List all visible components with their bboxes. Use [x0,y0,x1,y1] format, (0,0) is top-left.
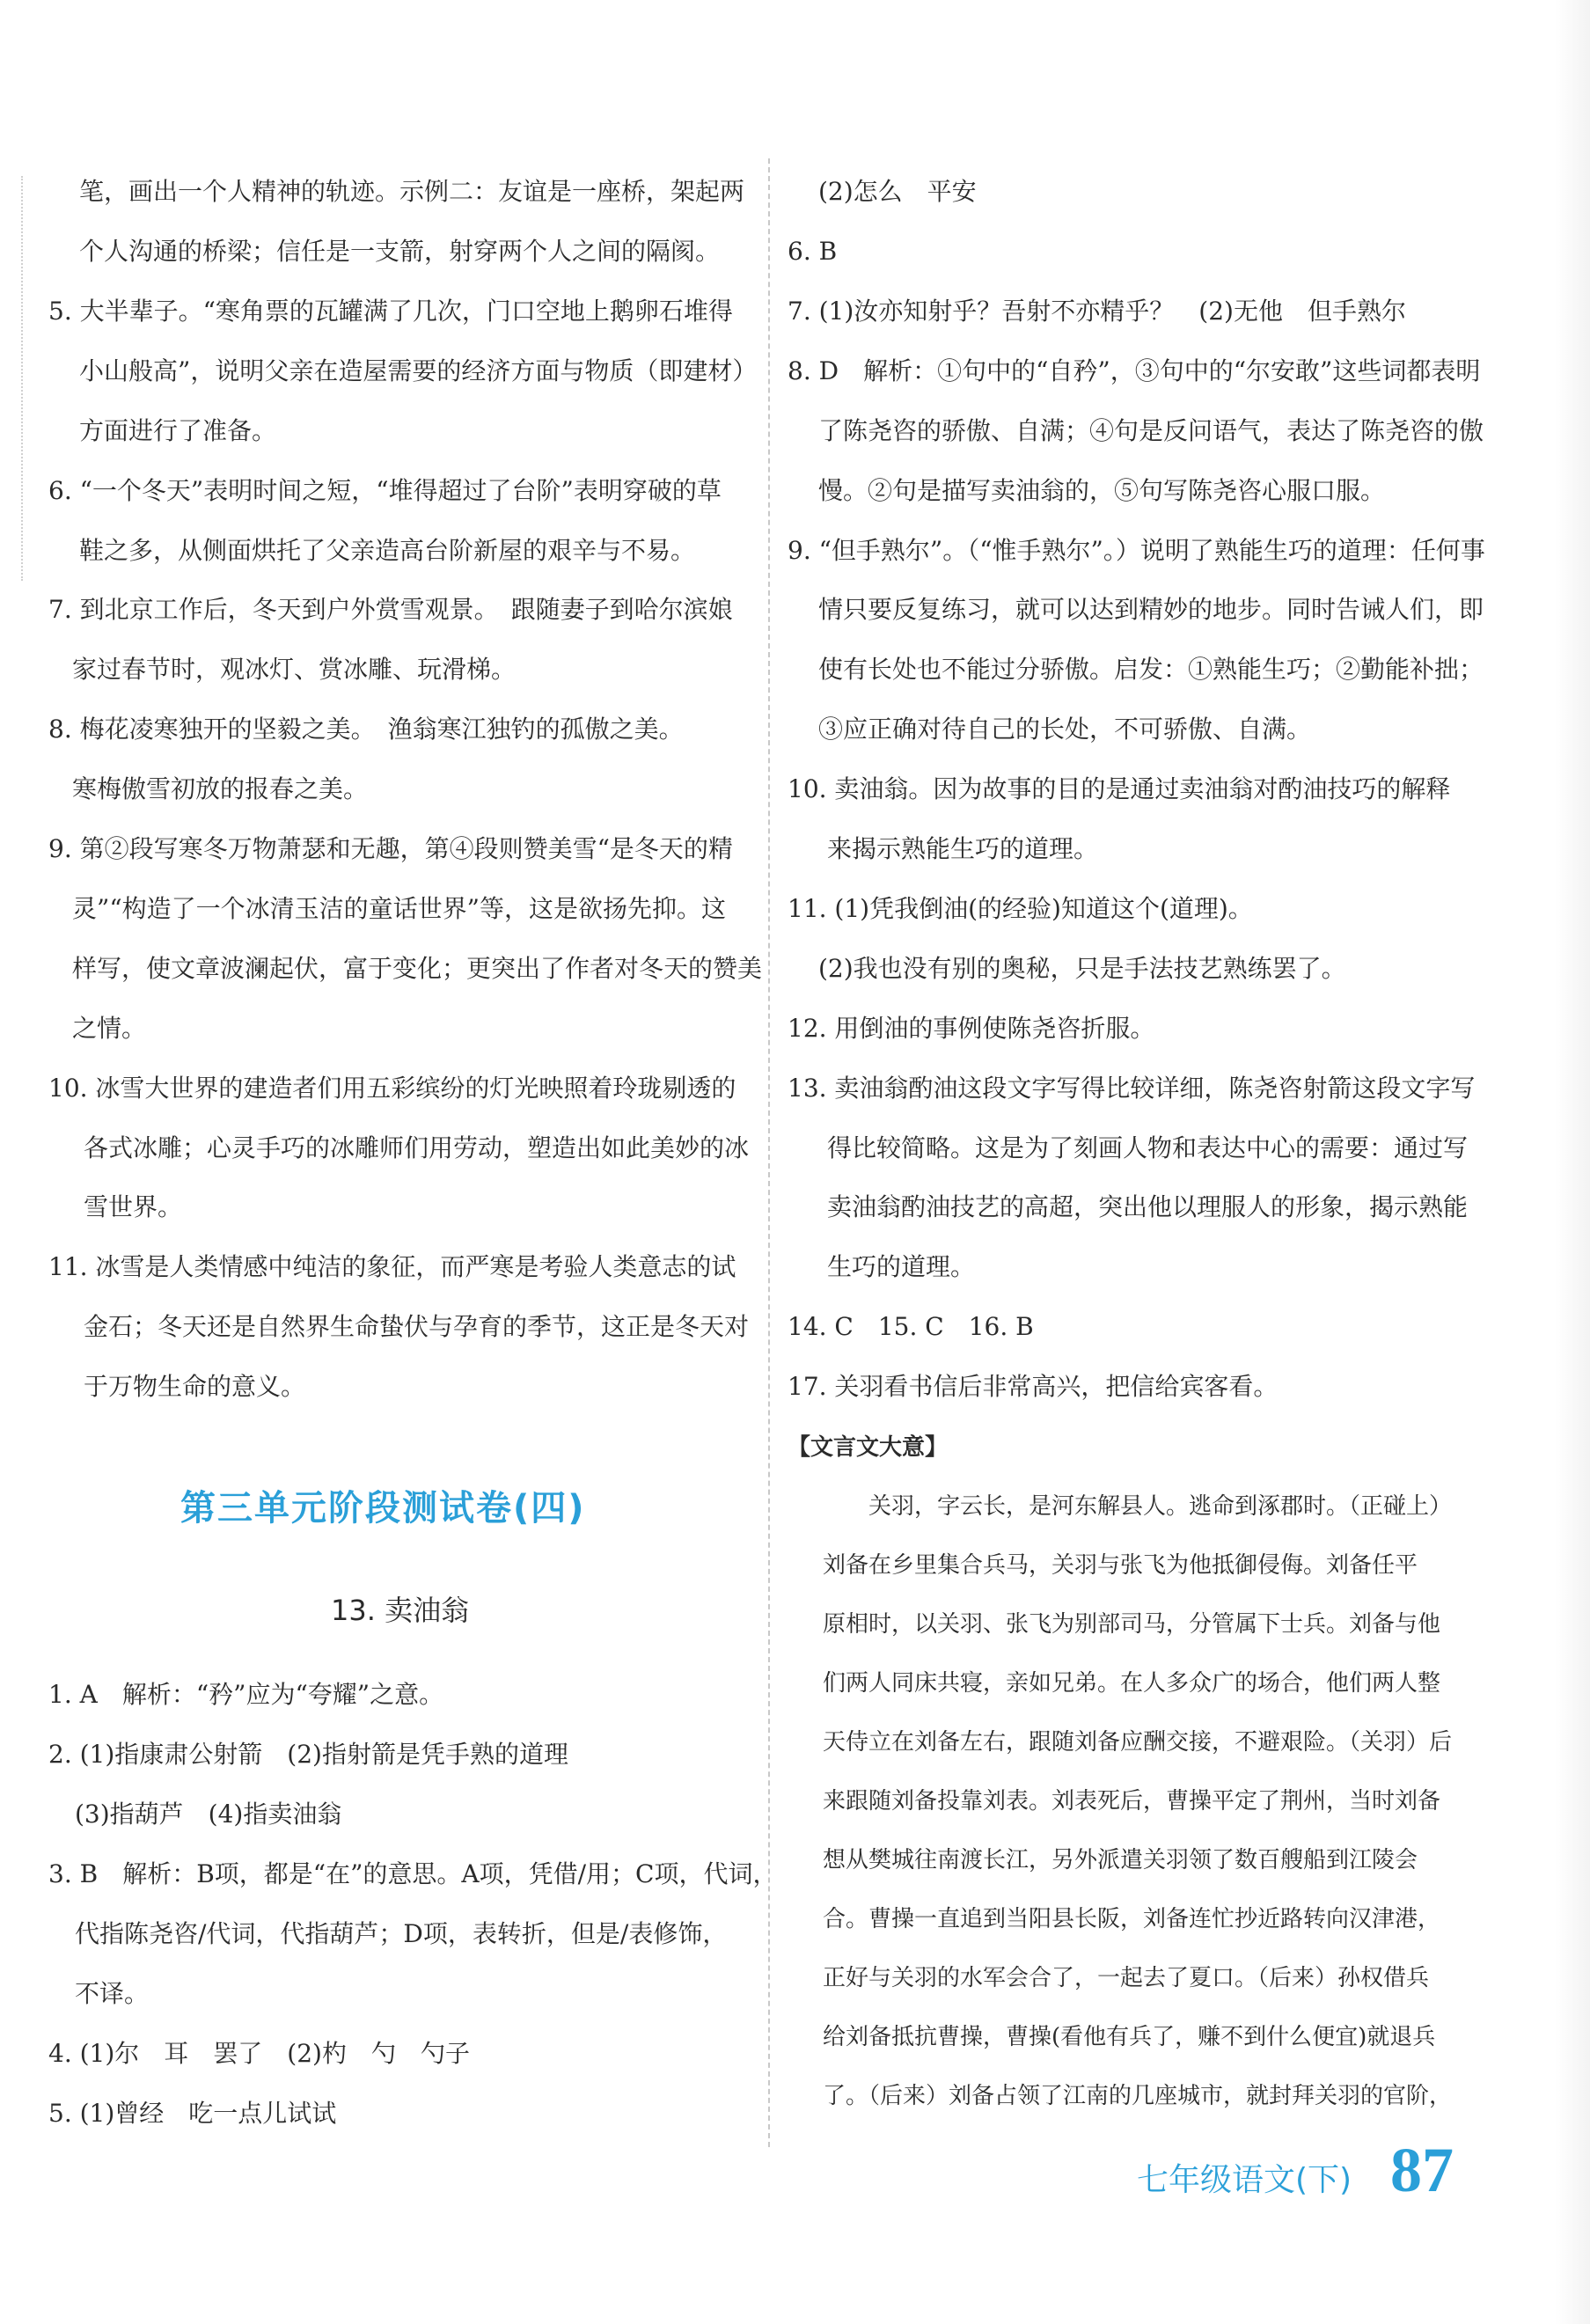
text-line: 个人沟通的桥梁；信任是一支箭，射穿两个人之间的隔阂。 [79,237,721,266]
text-line: 9. “但手熟尔”。（“惟手熟尔”。）说明了熟能生巧的道理：任何事 [788,536,1485,565]
column-divider [768,158,770,2147]
translation-line: 天侍立在刘备左右，跟随刘备应酬交接，不避艰险。（关羽）后 [823,1729,1453,1756]
text-line: 13. 卖油翁酌油这段文字写得比较详细，陈尧咨射箭这段文字写 [788,1074,1476,1103]
text-line: 样写，使文章波澜起伏，富于变化；更突出了作者对冬天的赞美 [72,954,763,983]
answer-line: 2. (1)指康肃公射箭 (2)指射箭是凭手熟的道理 [48,1740,568,1769]
answer-line: 代指陈尧咨/代词，代指葫芦；D项，表转折，但是/表修饰， [75,1919,728,1948]
text-line: (2)我也没有别的奥秘，只是手法技艺熟练罢了。 [818,954,1346,983]
text-line: 生巧的道理。 [827,1252,976,1281]
page-edge-shadow [1555,0,1590,2324]
text-line: 各式冰雕；心灵手巧的冰雕师们用劳动，塑造出如此美妙的冰 [84,1133,750,1162]
text-line: 寒梅傲雪初放的报春之美。 [72,774,369,803]
answer-line: 5. (1)曾经 吃一点儿试试 [48,2099,337,2128]
text-line: 小山般高”，说明父亲在造屋需要的经济方面与物质（即建材） [79,356,758,385]
text-line: 12. 用倒油的事例使陈尧咨折服。 [788,1014,1155,1043]
text-line: 14. C 15. C 16. B [788,1312,1034,1341]
text-line: 了陈尧咨的骄傲、自满；④句是反问语气，表达了陈尧咨的傲 [818,416,1484,445]
translation-line: 给刘备抵抗曹操，曹操(看他有兵了，赚不到什么便宜)就退兵 [823,2024,1436,2050]
text-line: 之情。 [72,1014,147,1043]
text-line: 得比较简略。这是为了刻画人物和表达中心的需要：通过写 [827,1133,1469,1162]
translation-line: 刘备在乡里集合兵马，关羽与张飞为他抵御侵侮。刘备任平 [823,1552,1418,1579]
text-line: 10. 卖油翁。因为故事的目的是通过卖油翁对酌油技巧的解释 [788,774,1451,803]
answer-line: 4. (1)尔 耳 罢了 (2)杓 勺 勺子 [48,2039,470,2068]
section-title: 第三单元阶段测试卷(四) [180,1488,586,1529]
book-label: 七年级语文(下) [1137,2162,1352,2198]
text-line: 使有长处也不能过分骄傲。启发：①熟能生巧；②勤能补拙； [818,655,1484,684]
text-line: 于万物生命的意义。 [84,1372,306,1401]
text-line: 方面进行了准备。 [79,416,277,445]
answer-line: 1. A 解析：“矜”应为“夸耀”之意。 [48,1680,444,1709]
text-line: 8. 梅花凌寒独开的坚毅之美。 渔翁寒江独钓的孤傲之美。 [48,715,684,744]
text-line: 笔，画出一个人精神的轨迹。示例二：友谊是一座桥，架起两 [79,177,745,206]
translation-line: 关羽，字云长，是河东解县人。逃命到涿郡时。（正碰上） [823,1493,1453,1520]
text-line: 卖油翁酌油技艺的高超，突出他以理服人的形象，揭示熟能 [827,1192,1469,1221]
text-line: (2)怎么 平安 [818,177,977,206]
translation-line: 们两人同床共寝，亲如兄弟。在人多众广的场合，他们两人整 [823,1670,1441,1697]
text-line: 家过春节时，观冰灯、赏冰雕、玩滑梯。 [72,655,517,684]
margin-dotted-line [21,176,23,581]
translation-line: 想从樊城往南渡长江，另外派遣关羽领了数百艘船到江陵会 [823,1847,1418,1873]
answer-line: (3)指葫芦 (4)指卖油翁 [75,1800,342,1829]
translation-line: 来跟随刘备投靠刘表。刘表死后，曹操平定了荆州，当时刘备 [823,1788,1441,1814]
text-line: 情只要反复练习，就可以达到精妙的地步。同时告诫人们，即 [818,595,1484,624]
text-line: 10. 冰雪大世界的建造者们用五彩缤纷的灯光映照着玲珑剔透的 [48,1074,736,1103]
text-line: 9. 第②段写寒冬万物萧瑟和无趣，第④段则赞美雪“是冬天的精 [48,834,733,863]
text-line: 6. B [788,237,838,266]
text-line: 11. 冰雪是人类情感中纯洁的象征，而严寒是考验人类意志的试 [48,1252,736,1281]
answer-line: 3. B 解析：B项，都是“在”的意思。A项，凭借/用；C项，代词， [48,1859,778,1888]
translation-line: 了。（后来）刘备占领了江南的几座城市，就封拜关羽的官阶， [823,2083,1453,2109]
text-line: 7. 到北京工作后，冬天到户外赏雪观景。 跟随妻子到哈尔滨娘 [48,595,733,624]
text-line: 灵”“构造了一个冰清玉洁的童话世界”等，这是欲扬先抑。这 [72,894,726,923]
translation-line: 原相时，以关羽、张飞为别部司马，分管属下士兵。刘备与他 [823,1611,1441,1638]
text-line: ③应正确对待自己的长处，不可骄傲、自满。 [818,715,1312,744]
answer-line: 不译。 [75,1979,150,2008]
text-line: 来揭示熟能生巧的道理。 [827,834,1099,863]
page-number: 87 [1390,2135,1454,2205]
text-line: 6. “一个冬天”表明时间之短，“堆得超过了台阶”表明穿破的草 [48,476,722,505]
text-line: 鞋之多，从侧面烘托了父亲造高台阶新屋的艰辛与不易。 [79,536,696,565]
translation-line: 合。曹操一直追到当阳县长阪，刘备连忙抄近路转向汉津港， [823,1906,1441,1932]
text-line: 17. 关羽看书信后非常高兴，把信给宾客看。 [788,1372,1279,1401]
text-line: 金石；冬天还是自然界生命蛰伏与孕育的季节，这正是冬天对 [84,1312,750,1341]
lesson-title: 13. 卖油翁 [331,1594,470,1627]
text-line: 慢。②句是描写卖油翁的，⑤句写陈尧咨心服口服。 [818,476,1386,505]
text-line: 7. (1)汝亦知射乎？吾射不亦精乎？ (2)无他 但手熟尔 [788,297,1406,326]
text-line: 5. 大半辈子。“寒角票的瓦罐满了几次，门口空地上鹅卵石堆得 [48,297,733,326]
text-line: 8. D 解析：①句中的“自矜”，③句中的“尔安敢”这些词都表明 [788,356,1481,385]
translation-line: 正好与关羽的水军会合了，一起去了夏口。（后来）孙权借兵 [823,1965,1430,1991]
translation-heading: 【文言文大意】 [788,1434,949,1461]
text-line: 11. (1)凭我倒油(的经验)知道这个(道理)。 [788,894,1253,923]
text-line: 雪世界。 [84,1192,183,1221]
